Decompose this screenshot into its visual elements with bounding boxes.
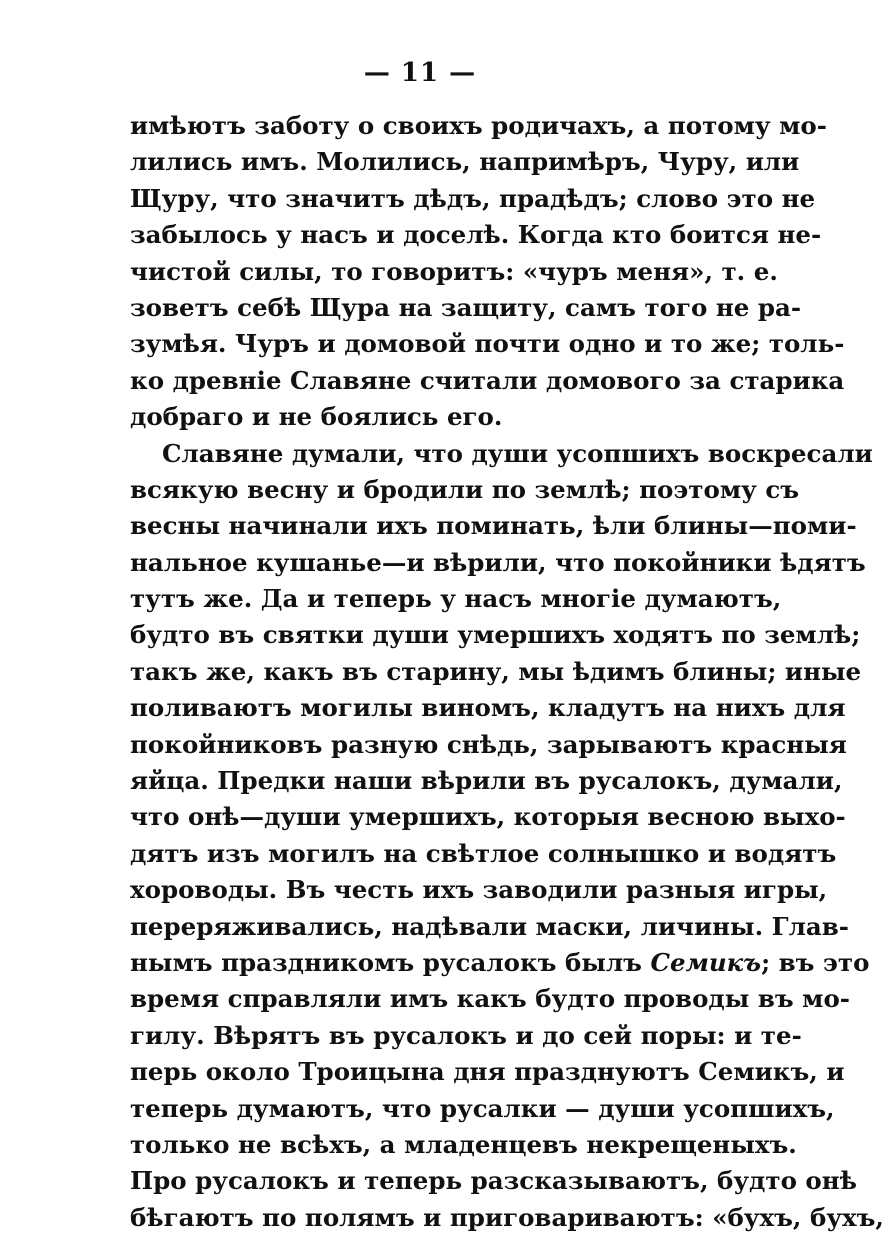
text-line: зоветъ себѣ Щура на защиту, самъ того не ра- — [130, 292, 802, 322]
text-line: зумѣя. Чуръ и домовой почти одно и то же; толь- — [130, 329, 845, 359]
italic-word: Семикъ — [650, 947, 762, 977]
text-line: лились имъ. Молились, напримѣръ, Чуру, или — [130, 147, 800, 177]
text-line: бѣгаютъ по полямъ и приговариваютъ: «бухъ, бухъ, — [130, 1202, 884, 1232]
text-line: Про русалокъ и теперь разсказываютъ, будто онѣ — [130, 1166, 857, 1196]
text-line: время справляли имъ какъ будто проводы въ мо- — [130, 984, 850, 1014]
text-line: переряживались, надѣвали маски, личины. Глав- — [130, 911, 849, 941]
text-line: тутъ же. Да и теперь у насъ многіе думаютъ, — [130, 584, 782, 614]
text-line: Щуру, что значитъ дѣдъ, прадѣдъ; слово это не — [130, 183, 816, 213]
text-block — [130, 108, 884, 1236]
text-line: чистой силы, то говоритъ: «чуръ меня», т. е. — [130, 256, 778, 286]
text-line: теперь думаютъ, что русалки — души усопшихъ, — [130, 1093, 835, 1123]
text-line: всякую весну и бродили по землѣ; поэтому съ — [130, 474, 800, 504]
text-line: хороводы. Въ честь ихъ заводили разныя игры, — [130, 875, 828, 905]
text-line: перь около Троицына дня празднуютъ Семикъ, и — [130, 1057, 845, 1087]
text-line: Славяне думали, что души усопшихъ воскресали — [162, 438, 873, 468]
text-line: ко древніе Славяне считали домового за старика — [130, 365, 845, 395]
text-line: весны начинали ихъ поминать, ѣли блины—поми- — [130, 511, 857, 541]
text-line: дятъ изъ могилъ на свѣтлое солнышко и водятъ — [130, 838, 837, 868]
text-line: нымъ праздникомъ русалокъ былъ Семикъ; въ это — [130, 947, 870, 977]
text-line: имѣютъ заботу о своихъ родичахъ, а потому мо- — [130, 111, 827, 140]
page-number: — 11 — — [363, 58, 477, 88]
text-line: нальное кушанье—и вѣрили, что покойники ѣдятъ — [130, 547, 866, 577]
text-line: только не всѣхъ, а младенцевъ некрещеныхъ. — [130, 1129, 797, 1159]
text-line: будто въ святки души умершихъ ходятъ по землѣ; — [130, 620, 861, 650]
text-line: забылось у насъ и доселѣ. Когда кто боится не- — [130, 220, 822, 250]
text-line: покойниковъ разную снѣдь, зарываютъ красныя — [130, 729, 847, 759]
text-line: такъ же, какъ въ старину, мы ѣдимъ блины; иные — [130, 656, 862, 686]
text-line: поливаютъ могилы виномъ, кладутъ на нихъ для — [130, 693, 846, 723]
text-line: гилу. Вѣрятъ въ русалокъ и до сей поры: и те- — [130, 1020, 802, 1050]
text-line: что онѣ—души умершихъ, которыя весною выхо- — [130, 802, 846, 832]
text-line: добраго и не боялись его. — [130, 402, 503, 432]
text-line: яйца. Предки наши вѣрили въ русалокъ, думали, — [130, 766, 843, 796]
